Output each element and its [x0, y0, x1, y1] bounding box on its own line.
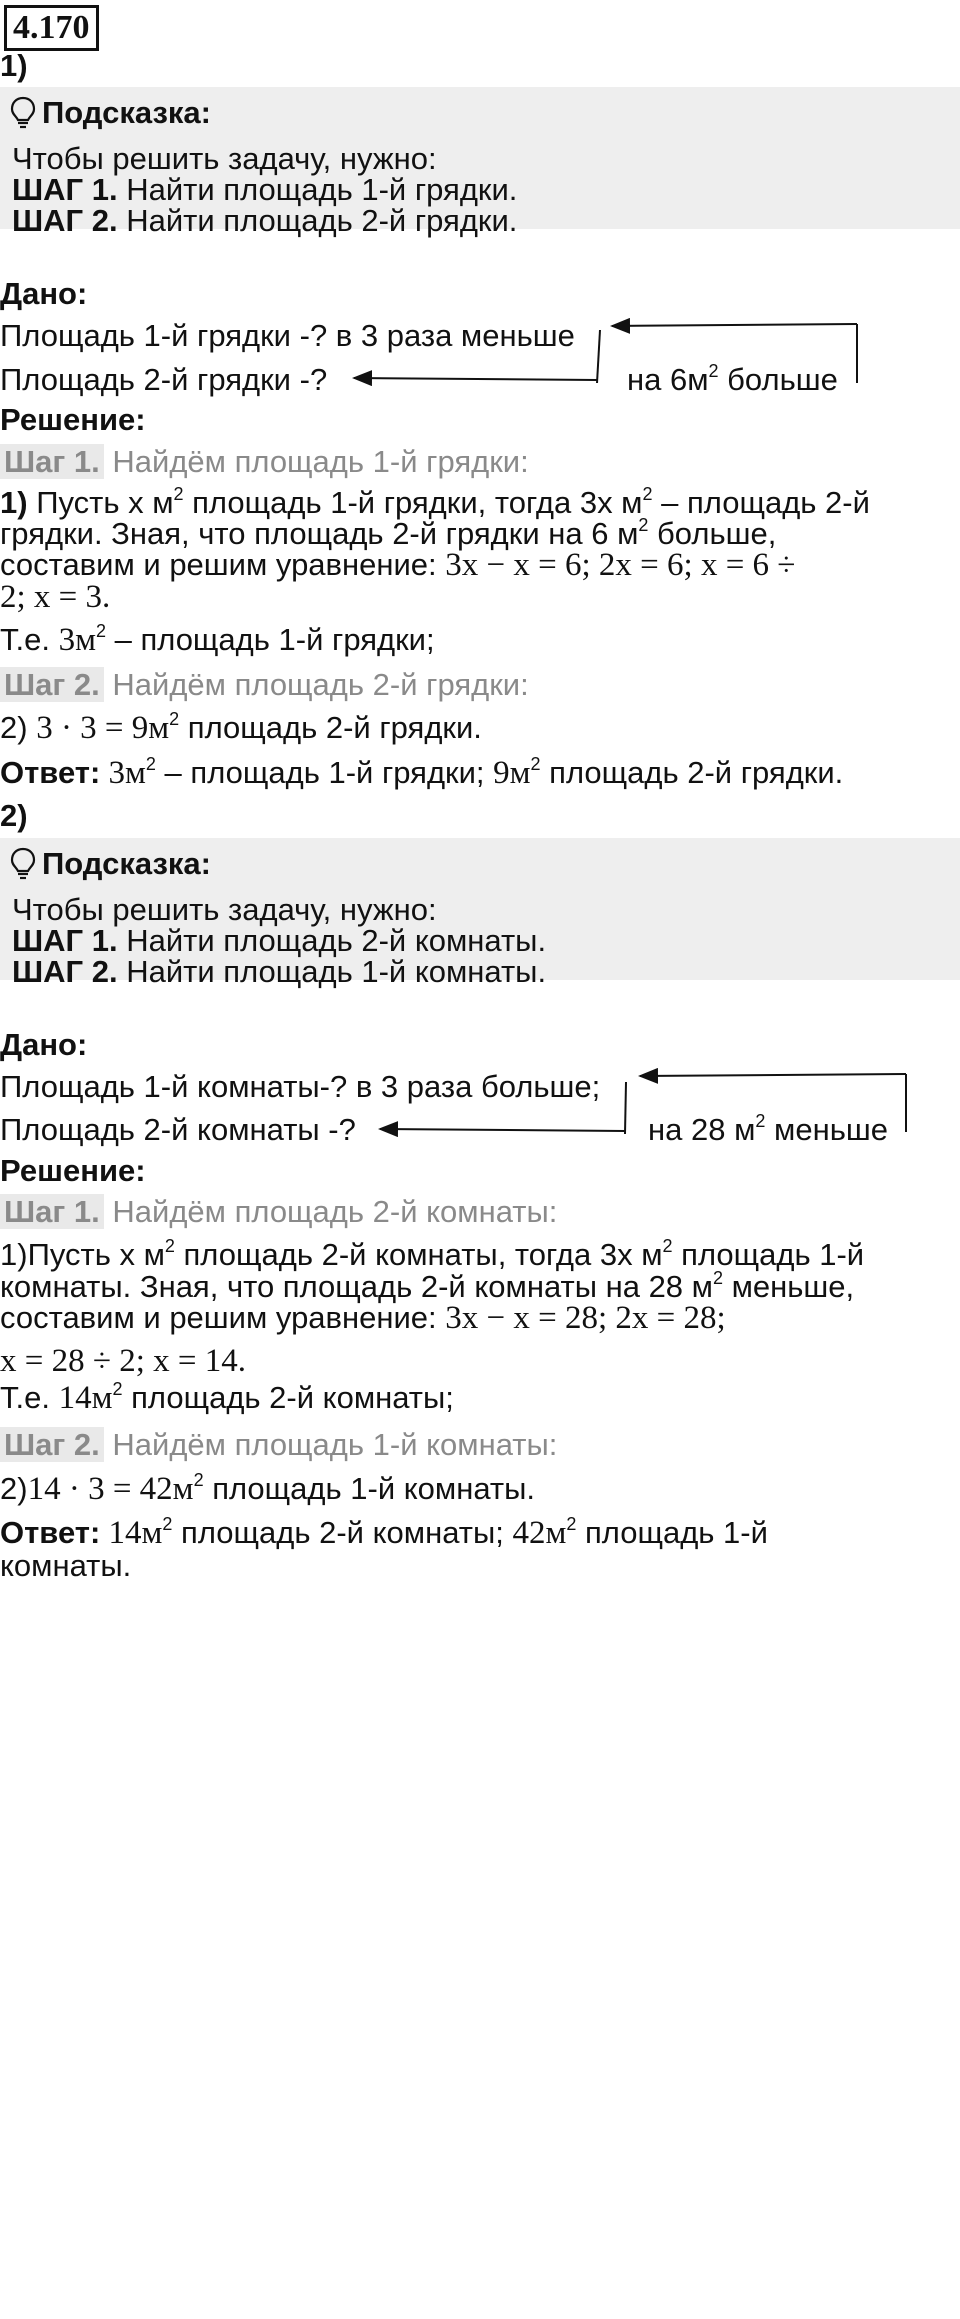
- given-label: Дано:: [0, 276, 88, 311]
- given-line-1: Площадь 1-й грядки -? в 3 раза меньше: [0, 318, 575, 353]
- te-line: Т.е. $14м^2$ площадь 2-й комнаты;: [0, 1379, 454, 1416]
- part2-label: 2): [0, 798, 28, 833]
- answer-line-2: комнаты.: [0, 1548, 132, 1583]
- solution-label: Решение:: [0, 1153, 146, 1188]
- solution-line-3: составим и решим уравнение: 3x − x = 28; 2x = 28;: [0, 1300, 726, 1336]
- step2-heading: Шаг 2. Найдём площадь 1-й комнаты:: [0, 1427, 557, 1463]
- hint-intro: Чтобы решить задачу, нужно:: [12, 141, 437, 176]
- step1-heading: Шаг 1. Найдём площадь 1-й грядки:: [0, 444, 529, 480]
- given-note: на 28 $м^2$ меньше: [648, 1111, 888, 1147]
- hint-step2: ШАГ 2. Найти площадь 1-й комнаты.: [12, 954, 547, 989]
- solution-line-3: составим и решим уравнение: 3x − x = 6; 2x = 6; x = 6 ÷: [0, 547, 796, 583]
- hint-step1: ШАГ 1. Найти площадь 1-й грядки.: [12, 172, 518, 207]
- given-line-1: Площадь 1-й комнаты-? в 3 раза больше;: [0, 1069, 601, 1104]
- te-line: Т.е. $3м^2$ – площадь 1-й грядки;: [0, 621, 435, 658]
- hint-title: Подсказка:: [42, 846, 211, 881]
- solution-line-1: 1) Пусть х $м^2$ площадь 1-й грядки, тогда 3х $м^2$ – площадь 2-й: [0, 484, 870, 520]
- hint-step2: ШАГ 2. Найти площадь 2-й грядки.: [12, 203, 518, 238]
- solution-line-4: 2; x = 3.: [0, 579, 111, 615]
- step2-heading: Шаг 2. Найдём площадь 2-й грядки:: [0, 667, 529, 703]
- step1-heading: Шаг 1. Найдём площадь 2-й комнаты:: [0, 1194, 557, 1230]
- calc-line: $2)14 \cdot 3 = 42м^2$ площадь 1-й комнаты.: [0, 1470, 535, 1507]
- solution-line-1: 1)Пусть х $м^2$ площадь 2-й комнаты, тогда 3х $м^2$ площадь 1-й: [0, 1236, 865, 1272]
- hint-title: Подсказка:: [42, 95, 211, 130]
- hint-step1: ШАГ 1. Найти площадь 2-й комнаты.: [12, 923, 547, 958]
- solution-line-2: грядки. Зная, что площадь 2-й грядки на 6 $м^2$ больше,: [0, 515, 777, 551]
- answer-line: Ответ: $14м^2$ площадь 2-й комнаты; $42м^2$ площадь 1-й: [0, 1514, 768, 1551]
- hint-intro: Чтобы решить задачу, нужно:: [12, 892, 437, 927]
- answer-line: Ответ: $3м^2$ – площадь 1-й грядки; $9м^2$ площадь 2-й грядки.: [0, 754, 844, 791]
- solution-line-4: x = 28 ÷ 2; x = 14.: [0, 1343, 247, 1379]
- calc-line: 2) $3 \cdot 3 = 9м^2$ площадь 2-й грядки.: [0, 709, 482, 746]
- problem-number: 4.170: [4, 5, 99, 51]
- solution-line-2: комнаты. Зная, что площадь 2-й комнаты на 28 $м^2$ меньше,: [0, 1268, 855, 1304]
- solution-label: Решение:: [0, 402, 146, 437]
- given-note: на $6м^2$ больше: [627, 361, 838, 397]
- given-label: Дано:: [0, 1027, 88, 1062]
- given-line-2: Площадь 2-й грядки -?: [0, 362, 328, 397]
- part1-label: 1): [0, 48, 28, 83]
- given-line-2: Площадь 2-й комнаты -?: [0, 1112, 356, 1147]
